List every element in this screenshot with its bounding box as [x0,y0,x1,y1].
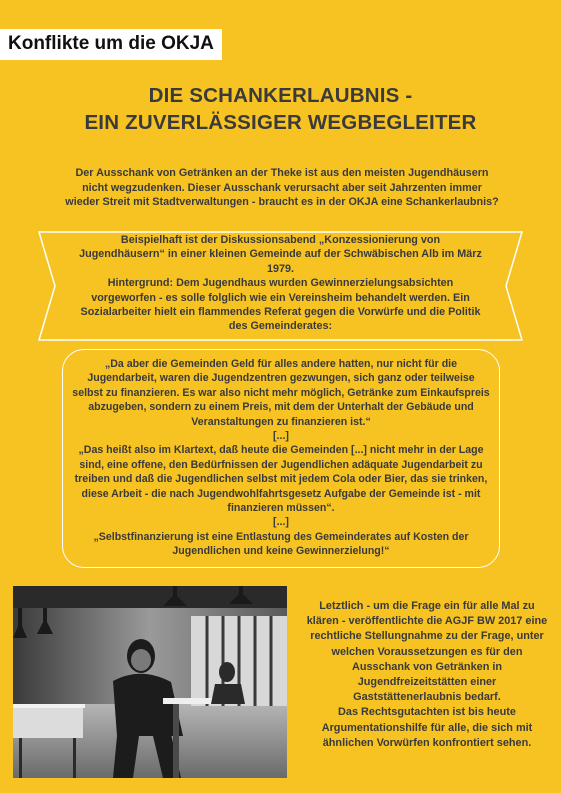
quote-2: „Das heißt also im Klartext, daß heute die Gemeinden [...] nicht mehr in der Lage sind, eine offene, den Bedürfnissen der Jugendlichen adäquate Jugendarbeit zu treiben und daß die Jugendlichen selbst mit jedem Cola oder Bier, das sie trinken, diese Arbeit - die nach Jugendwohlfahrtsgesetz Aufgabe der Gemeinde ist - mit finanzieren müssen“. [74,444,488,515]
ribbon-paragraph-2: Hintergrund: Dem Jugendhaus wurden Gewinnerzielungsabsichten vorgeworfen - es solle folglich wie ein Vereinsheim behandelt werden. Ein Sozialarbeiter hielt ein flammendes Referat gegen die Vorwürfe und die Politik des Gemeinderates: [80,277,481,333]
historic-photo [13,586,287,778]
ribbon-paragraph-1: Beispielhaft ist der Diskussionsabend „Konzessionierung von Jugendhäusern“ in einer kleinen Gemeinde auf der Schwäbischen Alb im März 1979. [79,234,482,275]
quote-text [72,357,490,559]
page-title [0,82,561,136]
title-line-2: EIN ZUVERLÄSSIGER WEGBEGLEITER [84,111,477,134]
title-line-1: DIE SCHANKERLAUBNIS - [148,84,413,107]
conclusion-paragraph-1: Letztlich - um die Frage ein für alle Mal zu klären - veröffentlichte die AGJF BW 2017 eine rechtliche Stellungnahme zu der Frage, unter welchen Voraussetzungen es für den Ausschank von Getränken in Jugendfreizeitstätten einer Gaststättenerlaubnis bedarf. [306,600,548,704]
intro-paragraph: Der Ausschank von Getränken an der Theke ist aus den meisten Jugendhäusern nicht wegzudenken. Dieser Ausschank verursacht aber seit Jahrzenten immer wieder Streit mit Stadtverwaltungen - braucht es in der OKJA eine Schankerlaubnis? [65,167,499,208]
ribbon-text [78,233,483,334]
ribbon-banner [38,231,523,341]
conclusion-paragraph-2: Das Rechtsgutachten ist bis heute Argumentationshilfe für alle, die sich mit ähnlichen Vorwürfen konfrontiert sehen. [321,706,533,749]
quote-ellipsis-1: [...] [273,430,289,443]
conclusion-text [303,599,551,751]
historic-photo-illustration [13,586,287,778]
section-label: Konflikte um die OKJA [0,29,222,60]
quote-ellipsis-2: [...] [273,516,289,529]
quote-1: „Da aber die Gemeinden Geld für alles andere hatten, nur nicht für die Jugendarbeit, waren die Jugendzentren gezwungen, sich ganz oder teilweise selbst zu finanzieren. Es war also nicht mehr möglich, Getränke zum Einkaufspreis abzugeben, sondern zu einem Preis, mit dem der Unterhalt der Gebäude und Veranstaltungen zu finanzieren ist.“ [72,358,490,428]
quote-3: „Selbstfinanzierung ist eine Entlastung des Gemeinderates auf Kosten der Jugendlichen und keine Gewinnerzielung!“ [93,530,469,558]
